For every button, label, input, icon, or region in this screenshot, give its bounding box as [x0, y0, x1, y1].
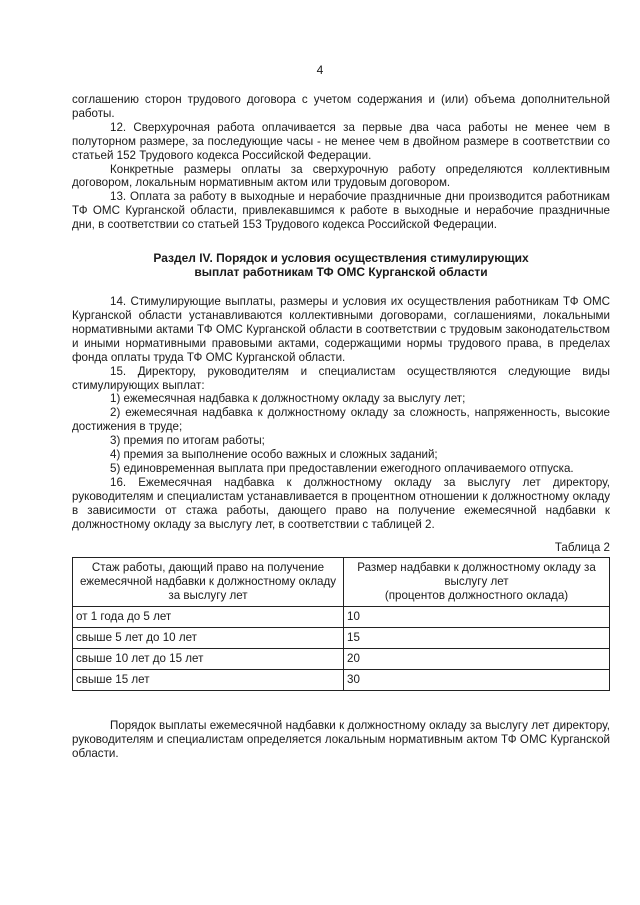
- paragraph: 1) ежемесячная надбавка к должностному окладу за выслугу лет;: [110, 392, 466, 406]
- paragraph: 2) ежемесячная надбавка к должностному окладу за сложность, напряженность, высокие достижения в труде;: [72, 406, 610, 434]
- header-percent: [344, 558, 610, 607]
- header-percent-main: Размер надбавки к должностному окладу за выслугу лет: [357, 561, 596, 589]
- header-percent-sub: (процентов должностного оклада): [384, 589, 569, 603]
- table-row: [73, 607, 610, 628]
- experience-cell: свыше 5 лет до 10 лет: [73, 628, 344, 649]
- surcharge-table: [72, 557, 610, 691]
- paragraph: 13. Оплата за работу в выходные и нерабочие праздничные дни производится работникам ТФ ОМС Курганской области, привлекавшимся к работе в выходные и нерабочие праздничные дни, в соответствии со статьей 153 Трудового кодекса Российской Федерации.: [72, 190, 610, 232]
- paragraph: 15. Директору, руководителям и специалистам осуществляются следующие виды стимулирующих выплат:: [72, 364, 610, 392]
- paragraph: 4) премия за выполнение особо важных и сложных заданий;: [110, 448, 438, 462]
- percent-cell: 30: [344, 670, 610, 691]
- document-body: [72, 93, 610, 761]
- paragraph: 16. Ежемесячная надбавка к должностному окладу за выслугу лет директору, руководителям и специалистам устанавливается в процентном отношении к должностному окладу в зависимости от стажа работы, дающего право на получение ежемесячной надбавки к должностному окладу за выслугу лет, в соответствии с таблицей 2.: [72, 475, 610, 531]
- percent-cell: 20: [344, 649, 610, 670]
- header-experience: Стаж работы, дающий право на получение ежемесячной надбавки к должностному окладу за выслугу лет: [73, 558, 344, 607]
- paragraph: 12. Сверхурочная работа оплачивается за первые два часа работы не менее чем в полуторном размере, за последующие часы - не менее чем в двойном размере в соответствии со статьей 152 Трудового кодекса Российской Федерации.: [72, 120, 610, 162]
- paragraph: 3) премия по итогам работы;: [110, 434, 265, 448]
- section-heading-line2: выплат работникам ТФ ОМС Курганской области: [194, 265, 488, 280]
- table-body: [73, 607, 610, 691]
- paragraph-bottom: Порядок выплаты ежемесячной надбавки к должностному окладу за выслугу лет директору, руководителям и специалистам определяется локальным нормативным актом ТФ ОМС Курганской области.: [72, 719, 610, 760]
- paragraph: 5) единовременная выплата при предоставлении ежегодного оплачиваемого отпуска.: [110, 461, 574, 475]
- percent-cell: 15: [344, 628, 610, 649]
- paragraph: соглашению сторон трудового договора с учетом содержания и (или) объема дополнительной работы.: [72, 93, 610, 120]
- table-row: [73, 628, 610, 649]
- percent-cell: 10: [344, 607, 610, 628]
- experience-cell: свыше 15 лет: [73, 670, 344, 691]
- table-row: [73, 670, 610, 691]
- table-row: [73, 649, 610, 670]
- table-caption: Таблица 2: [554, 541, 610, 555]
- top-paragraphs: [72, 93, 610, 232]
- section-heading: [72, 251, 610, 279]
- paragraph: 14. Стимулирующие выплаты, размеры и условия их осуществления работникам ТФ ОМС Курганской области устанавливаются коллективными договорами, соглашениями, локальными нормативными актами ТФ ОМС Курганской области в соответствии с трудовым законодательством и иными нормативными правовыми актами, содержащими нормы трудового права, в пределах фонда оплаты труда ТФ ОМС Курганской области.: [72, 295, 610, 364]
- table-header-row: [73, 558, 610, 607]
- page-number: 4: [316, 63, 324, 77]
- section-heading-line1: Раздел IV. Порядок и условия осуществления стимулирующих: [153, 251, 529, 266]
- middle-paragraphs: [72, 295, 610, 531]
- paragraph: Конкретные размеры оплаты за сверхурочную работу определяются коллективным договором, локальным нормативным актом или трудовым договором.: [72, 162, 610, 190]
- experience-cell: свыше 10 лет до 15 лет: [73, 649, 344, 670]
- experience-cell: от 1 года до 5 лет: [73, 607, 344, 628]
